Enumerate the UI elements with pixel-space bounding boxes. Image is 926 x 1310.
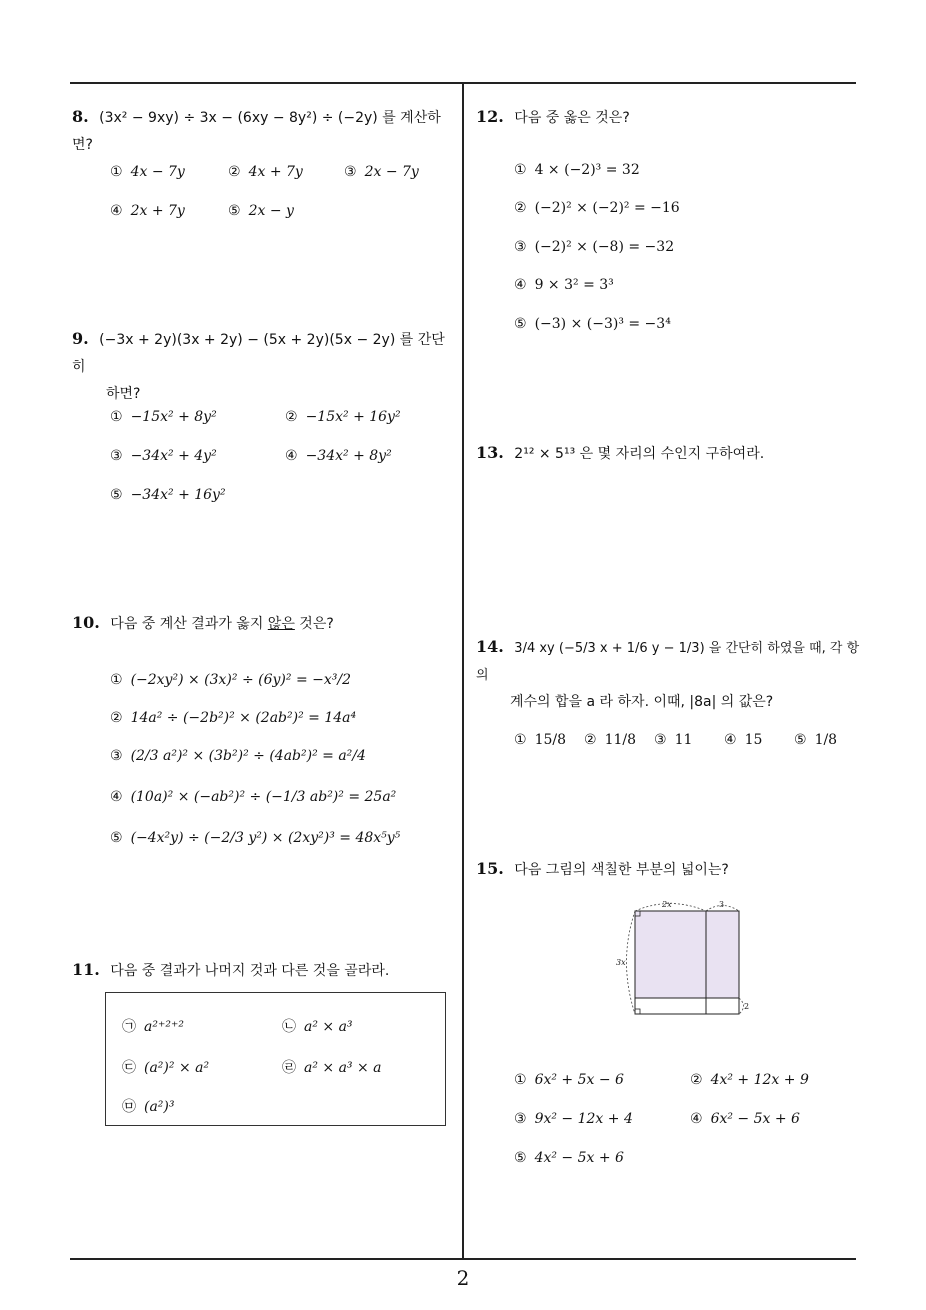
question-12 — [476, 102, 856, 132]
q9-option-3[interactable]: ③ −34x² + 4y² — [110, 448, 217, 464]
question-8 — [72, 102, 457, 159]
question-text: 2¹² × 5¹³ 은 몇 자리의 수인지 구하여라. — [514, 446, 765, 462]
question-text: 다음 중 결과가 나머지 것과 다른 것을 골라라. — [110, 963, 390, 979]
label-3: 3 — [719, 900, 725, 909]
q12-option-4[interactable]: ④ 9 × 3² = 3³ — [514, 277, 614, 293]
q12-option-1[interactable]: ① 4 × (−2)³ = 32 — [514, 162, 640, 178]
question-14 — [476, 632, 861, 716]
question-15 — [476, 854, 856, 884]
q9-option-2[interactable]: ② −15x² + 16y² — [285, 409, 401, 425]
q11-item-3[interactable]: ㉢ (a²)² × a² — [122, 1060, 210, 1076]
q11-item-1[interactable]: ㉠ a²⁺²⁺² — [122, 1019, 184, 1035]
question-text-line1: 3/4 xy (−5/3 x + 1/6 y − 1/3) 을 간단히 하였을 때, 각 항의 — [476, 641, 860, 684]
q10-option-4[interactable]: ④ (10a)² × (−ab²)² ÷ (−1/3 ab²)² = 25a² — [110, 789, 397, 805]
q14-option-2[interactable]: ② 11/8 — [584, 732, 637, 748]
q11-item-5[interactable]: ㉤ (a²)³ — [122, 1099, 175, 1115]
q11-item-4[interactable]: ㉣ a² × a³ × a — [282, 1060, 382, 1076]
brace-left — [627, 911, 636, 1014]
q14-option-4[interactable]: ④ 15 — [724, 732, 763, 748]
q12-option-2[interactable]: ② (−2)² × (−2)² = −16 — [514, 200, 680, 216]
q15-figure — [610, 896, 760, 1026]
q9-option-5[interactable]: ⑤ −34x² + 16y² — [110, 487, 226, 503]
question-text-line1: (−3x + 2y)(3x + 2y) − (5x + 2y)(5x − 2y) 를 간단히 — [72, 332, 445, 376]
question-text: (3x² − 9xy) ÷ 3x − (6xy − 8y²) ÷ (−2y) 를 계산하면? — [72, 110, 441, 154]
q8-option-1[interactable]: ① 4x − 7y — [110, 164, 185, 180]
question-text: 다음 그림의 색칠한 부분의 넓이는? — [514, 862, 729, 878]
question-text: 다음 중 계산 결과가 옳지 않은 것은? — [110, 616, 334, 632]
question-text-line2: 계수의 합을 a 라 하자. 이때, |8a| 의 값은? — [510, 694, 774, 711]
q10-option-1[interactable]: ① (−2xy²) × (3x)² ÷ (6y)² = −x³/2 — [110, 672, 351, 688]
question-11 — [72, 955, 457, 985]
question-number: 13. — [476, 443, 504, 462]
q14-option-5[interactable]: ⑤ 1/8 — [794, 732, 838, 748]
question-number: 10. — [72, 613, 100, 632]
label-3x: 3x — [616, 958, 626, 967]
q12-option-5[interactable]: ⑤ (−3) × (−3)³ = −3⁴ — [514, 316, 671, 332]
question-text: 다음 중 옳은 것은? — [514, 110, 630, 126]
shaded-region — [635, 911, 739, 998]
corner-mark-bottom — [635, 1009, 640, 1014]
q8-option-5[interactable]: ⑤ 2x − y — [228, 203, 294, 219]
label-2: 2 — [744, 1002, 750, 1011]
q15-option-2[interactable]: ② 4x² + 12x + 9 — [690, 1072, 809, 1088]
q15-option-3[interactable]: ③ 9x² − 12x + 4 — [514, 1111, 633, 1127]
question-number: 11. — [72, 960, 100, 979]
column-divider — [462, 82, 464, 1259]
brace-right — [739, 998, 744, 1014]
q10-option-2[interactable]: ② 14a² ÷ (−2b²)² × (2ab²)² = 14a⁴ — [110, 710, 357, 726]
q15-option-5[interactable]: ⑤ 4x² − 5x + 6 — [514, 1150, 624, 1166]
question-number: 8. — [72, 107, 89, 126]
q14-option-3[interactable]: ③ 11 — [654, 732, 693, 748]
q8-option-2[interactable]: ② 4x + 7y — [228, 164, 303, 180]
question-text-line2: 하면? — [106, 385, 141, 402]
page-number: 2 — [456, 1266, 470, 1290]
question-number: 9. — [72, 329, 89, 348]
question-number: 15. — [476, 859, 504, 878]
question-number: 14. — [476, 637, 504, 656]
q11-item-2[interactable]: ㉡ a² × a³ — [282, 1019, 353, 1035]
q15-option-1[interactable]: ① 6x² + 5x − 6 — [514, 1072, 624, 1088]
q9-option-4[interactable]: ④ −34x² + 8y² — [285, 448, 392, 464]
q8-option-4[interactable]: ④ 2x + 7y — [110, 203, 185, 219]
q15-option-4[interactable]: ④ 6x² − 5x + 6 — [690, 1111, 800, 1127]
q14-option-1[interactable]: ① 15/8 — [514, 732, 567, 748]
question-10 — [72, 608, 457, 638]
q9-option-1[interactable]: ① −15x² + 8y² — [110, 409, 217, 425]
question-9 — [72, 324, 457, 408]
label-2x: 2x — [662, 900, 672, 909]
question-number: 12. — [476, 107, 504, 126]
q12-option-3[interactable]: ③ (−2)² × (−8) = −32 — [514, 239, 675, 255]
q10-option-5[interactable]: ⑤ (−4x²y) ÷ (−2/3 y²) × (2xy²)³ = 48x⁵y⁵ — [110, 830, 401, 846]
q8-option-3[interactable]: ③ 2x − 7y — [344, 164, 419, 180]
question-13 — [476, 438, 856, 468]
q10-option-3[interactable]: ③ (2/3 a²)² × (3b²)² ÷ (4ab²)² = a²/4 — [110, 748, 366, 764]
